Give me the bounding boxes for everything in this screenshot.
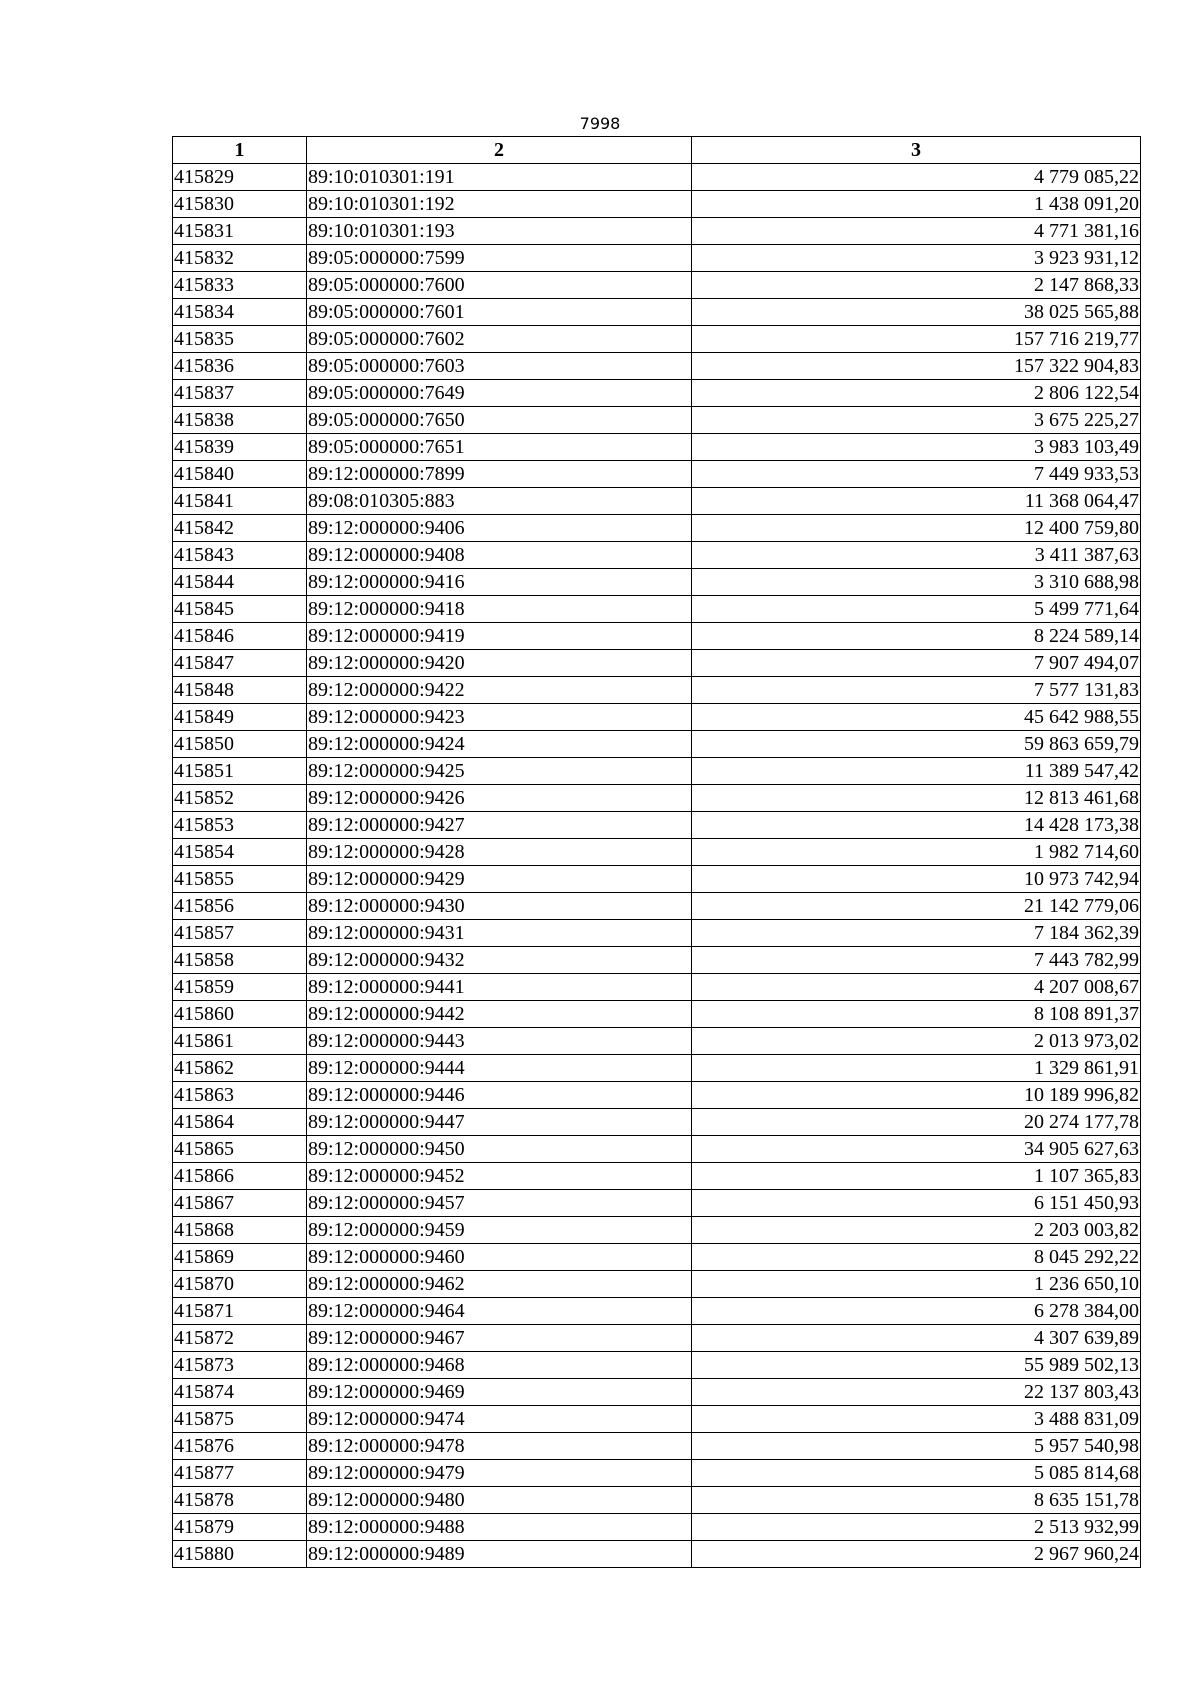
- cadastral-number-cell: 89:12:000000:9420: [307, 650, 692, 677]
- row-number-cell: 415834: [173, 299, 307, 326]
- row-number-cell: 415855: [173, 866, 307, 893]
- cadastral-value-cell: 12 813 461,68: [692, 785, 1141, 812]
- cadastral-value-cell: 6 278 384,00: [692, 1298, 1141, 1325]
- cadastral-number-cell: 89:12:000000:9430: [307, 893, 692, 920]
- cadastral-number-cell: 89:12:000000:9479: [307, 1460, 692, 1487]
- row-number-cell: 415864: [173, 1109, 307, 1136]
- cadastral-value-cell: 11 368 064,47: [692, 488, 1141, 515]
- cadastral-value-cell: 2 806 122,54: [692, 380, 1141, 407]
- table-row: [173, 839, 1141, 866]
- cadastral-number-cell: 89:12:000000:9457: [307, 1190, 692, 1217]
- cadastral-value-cell: 4 207 008,67: [692, 974, 1141, 1001]
- row-number-cell: 415872: [173, 1325, 307, 1352]
- table-row: [173, 1109, 1141, 1136]
- cadastral-value-cell: 1 438 091,20: [692, 191, 1141, 218]
- cadastral-value-cell: 3 675 225,27: [692, 407, 1141, 434]
- row-number-cell: 415854: [173, 839, 307, 866]
- cadastral-number-cell: 89:12:000000:9431: [307, 920, 692, 947]
- row-number-cell: 415833: [173, 272, 307, 299]
- table-row: [173, 758, 1141, 785]
- page-number: 7998: [579, 114, 621, 133]
- row-number-cell: 415849: [173, 704, 307, 731]
- cadastral-value-cell: 8 108 891,37: [692, 1001, 1141, 1028]
- row-number-cell: 415846: [173, 623, 307, 650]
- cadastral-number-cell: 89:12:000000:9427: [307, 812, 692, 839]
- cadastral-number-cell: 89:12:000000:9424: [307, 731, 692, 758]
- table-row: [173, 218, 1141, 245]
- cadastral-value-cell: 55 989 502,13: [692, 1352, 1141, 1379]
- row-number-cell: 415858: [173, 947, 307, 974]
- table-header-row: [173, 137, 1141, 164]
- cadastral-value-cell: 6 151 450,93: [692, 1190, 1141, 1217]
- row-number-cell: 415865: [173, 1136, 307, 1163]
- row-number-cell: 415866: [173, 1163, 307, 1190]
- row-number-cell: 415848: [173, 677, 307, 704]
- cadastral-number-cell: 89:12:000000:9450: [307, 1136, 692, 1163]
- cadastral-number-cell: 89:12:000000:9462: [307, 1271, 692, 1298]
- table-row: [173, 1487, 1141, 1514]
- table-row: [173, 191, 1141, 218]
- cadastral-value-cell: 8 635 151,78: [692, 1487, 1141, 1514]
- cadastral-number-cell: 89:12:000000:9446: [307, 1082, 692, 1109]
- table-row: [173, 974, 1141, 1001]
- table-row: [173, 947, 1141, 974]
- cadastral-number-cell: 89:12:000000:9447: [307, 1109, 692, 1136]
- table-row: [173, 1541, 1141, 1568]
- row-number-cell: 415852: [173, 785, 307, 812]
- table-row: [173, 1433, 1141, 1460]
- row-number-cell: 415831: [173, 218, 307, 245]
- cadastral-number-cell: 89:10:010301:193: [307, 218, 692, 245]
- table-row: [173, 434, 1141, 461]
- row-number-cell: 415839: [173, 434, 307, 461]
- cadastral-number-cell: 89:05:000000:7601: [307, 299, 692, 326]
- cadastral-value-cell: 157 322 904,83: [692, 353, 1141, 380]
- cadastral-number-cell: 89:12:000000:9419: [307, 623, 692, 650]
- row-number-cell: 415840: [173, 461, 307, 488]
- row-number-cell: 415876: [173, 1433, 307, 1460]
- cadastral-number-cell: 89:05:000000:7603: [307, 353, 692, 380]
- column-header-2: 2: [307, 137, 692, 164]
- table-row: [173, 272, 1141, 299]
- table-row: [173, 893, 1141, 920]
- row-number-cell: 415860: [173, 1001, 307, 1028]
- cadastral-value-cell: 5 957 540,98: [692, 1433, 1141, 1460]
- cadastral-number-cell: 89:12:000000:9442: [307, 1001, 692, 1028]
- cadastral-value-cell: 1 236 650,10: [692, 1271, 1141, 1298]
- table-row: [173, 623, 1141, 650]
- cadastral-value-cell: 3 488 831,09: [692, 1406, 1141, 1433]
- table-row: [173, 326, 1141, 353]
- row-number-cell: 415875: [173, 1406, 307, 1433]
- cadastral-number-cell: 89:12:000000:9443: [307, 1028, 692, 1055]
- table-row: [173, 866, 1141, 893]
- cadastral-value-cell: 5 085 814,68: [692, 1460, 1141, 1487]
- cadastral-number-cell: 89:12:000000:9474: [307, 1406, 692, 1433]
- row-number-cell: 415873: [173, 1352, 307, 1379]
- table-row: [173, 407, 1141, 434]
- cadastral-value-cell: 4 771 381,16: [692, 218, 1141, 245]
- cadastral-number-cell: 89:12:000000:9459: [307, 1217, 692, 1244]
- cadastral-number-cell: 89:05:000000:7649: [307, 380, 692, 407]
- table-row: [173, 1298, 1141, 1325]
- table-row: [173, 1217, 1141, 1244]
- cadastral-number-cell: 89:08:010305:883: [307, 488, 692, 515]
- row-number-cell: 415838: [173, 407, 307, 434]
- column-header-1: 1: [173, 137, 307, 164]
- cadastral-value-cell: 4 307 639,89: [692, 1325, 1141, 1352]
- cadastral-number-cell: 89:12:000000:9428: [307, 839, 692, 866]
- cadastral-number-cell: 89:12:000000:9406: [307, 515, 692, 542]
- cadastral-number-cell: 89:12:000000:9480: [307, 1487, 692, 1514]
- table-body: [173, 164, 1141, 1568]
- row-number-cell: 415857: [173, 920, 307, 947]
- table-row: [173, 1379, 1141, 1406]
- row-number-cell: 415870: [173, 1271, 307, 1298]
- cadastral-value-cell: 5 499 771,64: [692, 596, 1141, 623]
- cadastral-value-cell: 1 329 861,91: [692, 1055, 1141, 1082]
- row-number-cell: 415880: [173, 1541, 307, 1568]
- row-number-cell: 415841: [173, 488, 307, 515]
- cadastral-value-cell: 7 577 131,83: [692, 677, 1141, 704]
- table-row: [173, 353, 1141, 380]
- cadastral-value-cell: 20 274 177,78: [692, 1109, 1141, 1136]
- table-row: [173, 1460, 1141, 1487]
- row-number-cell: 415867: [173, 1190, 307, 1217]
- row-number-cell: 415829: [173, 164, 307, 191]
- cadastral-number-cell: 89:10:010301:192: [307, 191, 692, 218]
- cadastral-value-cell: 7 443 782,99: [692, 947, 1141, 974]
- cadastral-number-cell: 89:05:000000:7651: [307, 434, 692, 461]
- row-number-cell: 415871: [173, 1298, 307, 1325]
- table-row: [173, 596, 1141, 623]
- cadastral-number-cell: 89:12:000000:9468: [307, 1352, 692, 1379]
- row-number-cell: 415861: [173, 1028, 307, 1055]
- cadastral-number-cell: 89:12:000000:9469: [307, 1379, 692, 1406]
- table-row: [173, 1190, 1141, 1217]
- cadastral-value-cell: 45 642 988,55: [692, 704, 1141, 731]
- cadastral-value-cell: 7 449 933,53: [692, 461, 1141, 488]
- row-number-cell: 415874: [173, 1379, 307, 1406]
- cadastral-number-cell: 89:12:000000:9489: [307, 1541, 692, 1568]
- cadastral-value-cell: 157 716 219,77: [692, 326, 1141, 353]
- cadastral-number-cell: 89:05:000000:7599: [307, 245, 692, 272]
- cadastral-number-cell: 89:12:000000:9429: [307, 866, 692, 893]
- table-row: [173, 380, 1141, 407]
- cadastral-number-cell: 89:12:000000:9444: [307, 1055, 692, 1082]
- cadastral-value-cell: 1 982 714,60: [692, 839, 1141, 866]
- cadastral-number-cell: 89:12:000000:9416: [307, 569, 692, 596]
- cadastral-number-cell: 89:05:000000:7600: [307, 272, 692, 299]
- table-row: [173, 515, 1141, 542]
- cadastral-number-cell: 89:12:000000:9426: [307, 785, 692, 812]
- cadastral-value-cell: 12 400 759,80: [692, 515, 1141, 542]
- row-number-cell: 415877: [173, 1460, 307, 1487]
- row-number-cell: 415835: [173, 326, 307, 353]
- cadastral-number-cell: 89:12:000000:9408: [307, 542, 692, 569]
- table-row: [173, 1325, 1141, 1352]
- row-number-cell: 415842: [173, 515, 307, 542]
- row-number-cell: 415850: [173, 731, 307, 758]
- cadastral-value-cell: 7 184 362,39: [692, 920, 1141, 947]
- cadastral-value-cell: 21 142 779,06: [692, 893, 1141, 920]
- cadastral-value-cell: 2 147 868,33: [692, 272, 1141, 299]
- cadastral-number-cell: 89:12:000000:9488: [307, 1514, 692, 1541]
- table-row: [173, 461, 1141, 488]
- row-number-cell: 415843: [173, 542, 307, 569]
- cadastral-number-cell: 89:12:000000:9478: [307, 1433, 692, 1460]
- table-row: [173, 1082, 1141, 1109]
- table-row: [173, 488, 1141, 515]
- table-row: [173, 731, 1141, 758]
- row-number-cell: 415832: [173, 245, 307, 272]
- cadastral-value-cell: 22 137 803,43: [692, 1379, 1141, 1406]
- table-row: [173, 1271, 1141, 1298]
- row-number-cell: 415847: [173, 650, 307, 677]
- cadastral-value-cell: 3 310 688,98: [692, 569, 1141, 596]
- row-number-cell: 415862: [173, 1055, 307, 1082]
- cadastral-number-cell: 89:05:000000:7650: [307, 407, 692, 434]
- table-row: [173, 1136, 1141, 1163]
- cadastral-number-cell: 89:12:000000:9422: [307, 677, 692, 704]
- table-row: [173, 1055, 1141, 1082]
- row-number-cell: 415856: [173, 893, 307, 920]
- table-row: [173, 542, 1141, 569]
- cadastral-number-cell: 89:12:000000:7899: [307, 461, 692, 488]
- table-row: [173, 1001, 1141, 1028]
- cadastral-value-cell: 2 013 973,02: [692, 1028, 1141, 1055]
- row-number-cell: 415853: [173, 812, 307, 839]
- table-row: [173, 785, 1141, 812]
- table-row: [173, 920, 1141, 947]
- cadastral-number-cell: 89:12:000000:9425: [307, 758, 692, 785]
- row-number-cell: 415868: [173, 1217, 307, 1244]
- table-row: [173, 569, 1141, 596]
- cadastral-value-cell: 59 863 659,79: [692, 731, 1141, 758]
- cadastral-value-cell: 34 905 627,63: [692, 1136, 1141, 1163]
- cadastral-number-cell: 89:12:000000:9432: [307, 947, 692, 974]
- table-row: [173, 677, 1141, 704]
- cadastral-value-cell: 4 779 085,22: [692, 164, 1141, 191]
- cadastral-number-cell: 89:12:000000:9423: [307, 704, 692, 731]
- cadastral-value-cell: 1 107 365,83: [692, 1163, 1141, 1190]
- cadastral-value-cell: 11 389 547,42: [692, 758, 1141, 785]
- cadastral-number-cell: 89:12:000000:9441: [307, 974, 692, 1001]
- table-row: [173, 164, 1141, 191]
- cadastral-value-cell: 3 923 931,12: [692, 245, 1141, 272]
- row-number-cell: 415837: [173, 380, 307, 407]
- table-row: [173, 1352, 1141, 1379]
- table-row: [173, 1028, 1141, 1055]
- table-row: [173, 704, 1141, 731]
- cadastral-number-cell: 89:05:000000:7602: [307, 326, 692, 353]
- cadastral-number-cell: 89:12:000000:9467: [307, 1325, 692, 1352]
- cadastral-value-cell: 3 411 387,63: [692, 542, 1141, 569]
- row-number-cell: 415863: [173, 1082, 307, 1109]
- cadastral-value-cell: 3 983 103,49: [692, 434, 1141, 461]
- cadastral-number-cell: 89:10:010301:191: [307, 164, 692, 191]
- cadastral-value-table: [172, 136, 1141, 1568]
- row-number-cell: 415879: [173, 1514, 307, 1541]
- table-row: [173, 245, 1141, 272]
- table-row: [173, 1514, 1141, 1541]
- cadastral-value-cell: 38 025 565,88: [692, 299, 1141, 326]
- row-number-cell: 415859: [173, 974, 307, 1001]
- cadastral-value-cell: 8 224 589,14: [692, 623, 1141, 650]
- table-row: [173, 299, 1141, 326]
- row-number-cell: 415869: [173, 1244, 307, 1271]
- table-row: [173, 1244, 1141, 1271]
- row-number-cell: 415845: [173, 596, 307, 623]
- cadastral-value-cell: 2 967 960,24: [692, 1541, 1141, 1568]
- cadastral-value-cell: 8 045 292,22: [692, 1244, 1141, 1271]
- cadastral-number-cell: 89:12:000000:9460: [307, 1244, 692, 1271]
- cadastral-value-cell: 2 513 932,99: [692, 1514, 1141, 1541]
- row-number-cell: 415830: [173, 191, 307, 218]
- row-number-cell: 415844: [173, 569, 307, 596]
- row-number-cell: 415836: [173, 353, 307, 380]
- row-number-cell: 415851: [173, 758, 307, 785]
- cadastral-number-cell: 89:12:000000:9464: [307, 1298, 692, 1325]
- column-header-3: 3: [692, 137, 1141, 164]
- cadastral-value-cell: 2 203 003,82: [692, 1217, 1141, 1244]
- cadastral-number-cell: 89:12:000000:9452: [307, 1163, 692, 1190]
- cadastral-value-cell: 7 907 494,07: [692, 650, 1141, 677]
- table-row: [173, 812, 1141, 839]
- table-row: [173, 1406, 1141, 1433]
- cadastral-number-cell: 89:12:000000:9418: [307, 596, 692, 623]
- cadastral-value-cell: 10 189 996,82: [692, 1082, 1141, 1109]
- row-number-cell: 415878: [173, 1487, 307, 1514]
- cadastral-value-cell: 14 428 173,38: [692, 812, 1141, 839]
- cadastral-value-cell: 10 973 742,94: [692, 866, 1141, 893]
- table-row: [173, 1163, 1141, 1190]
- table-row: [173, 650, 1141, 677]
